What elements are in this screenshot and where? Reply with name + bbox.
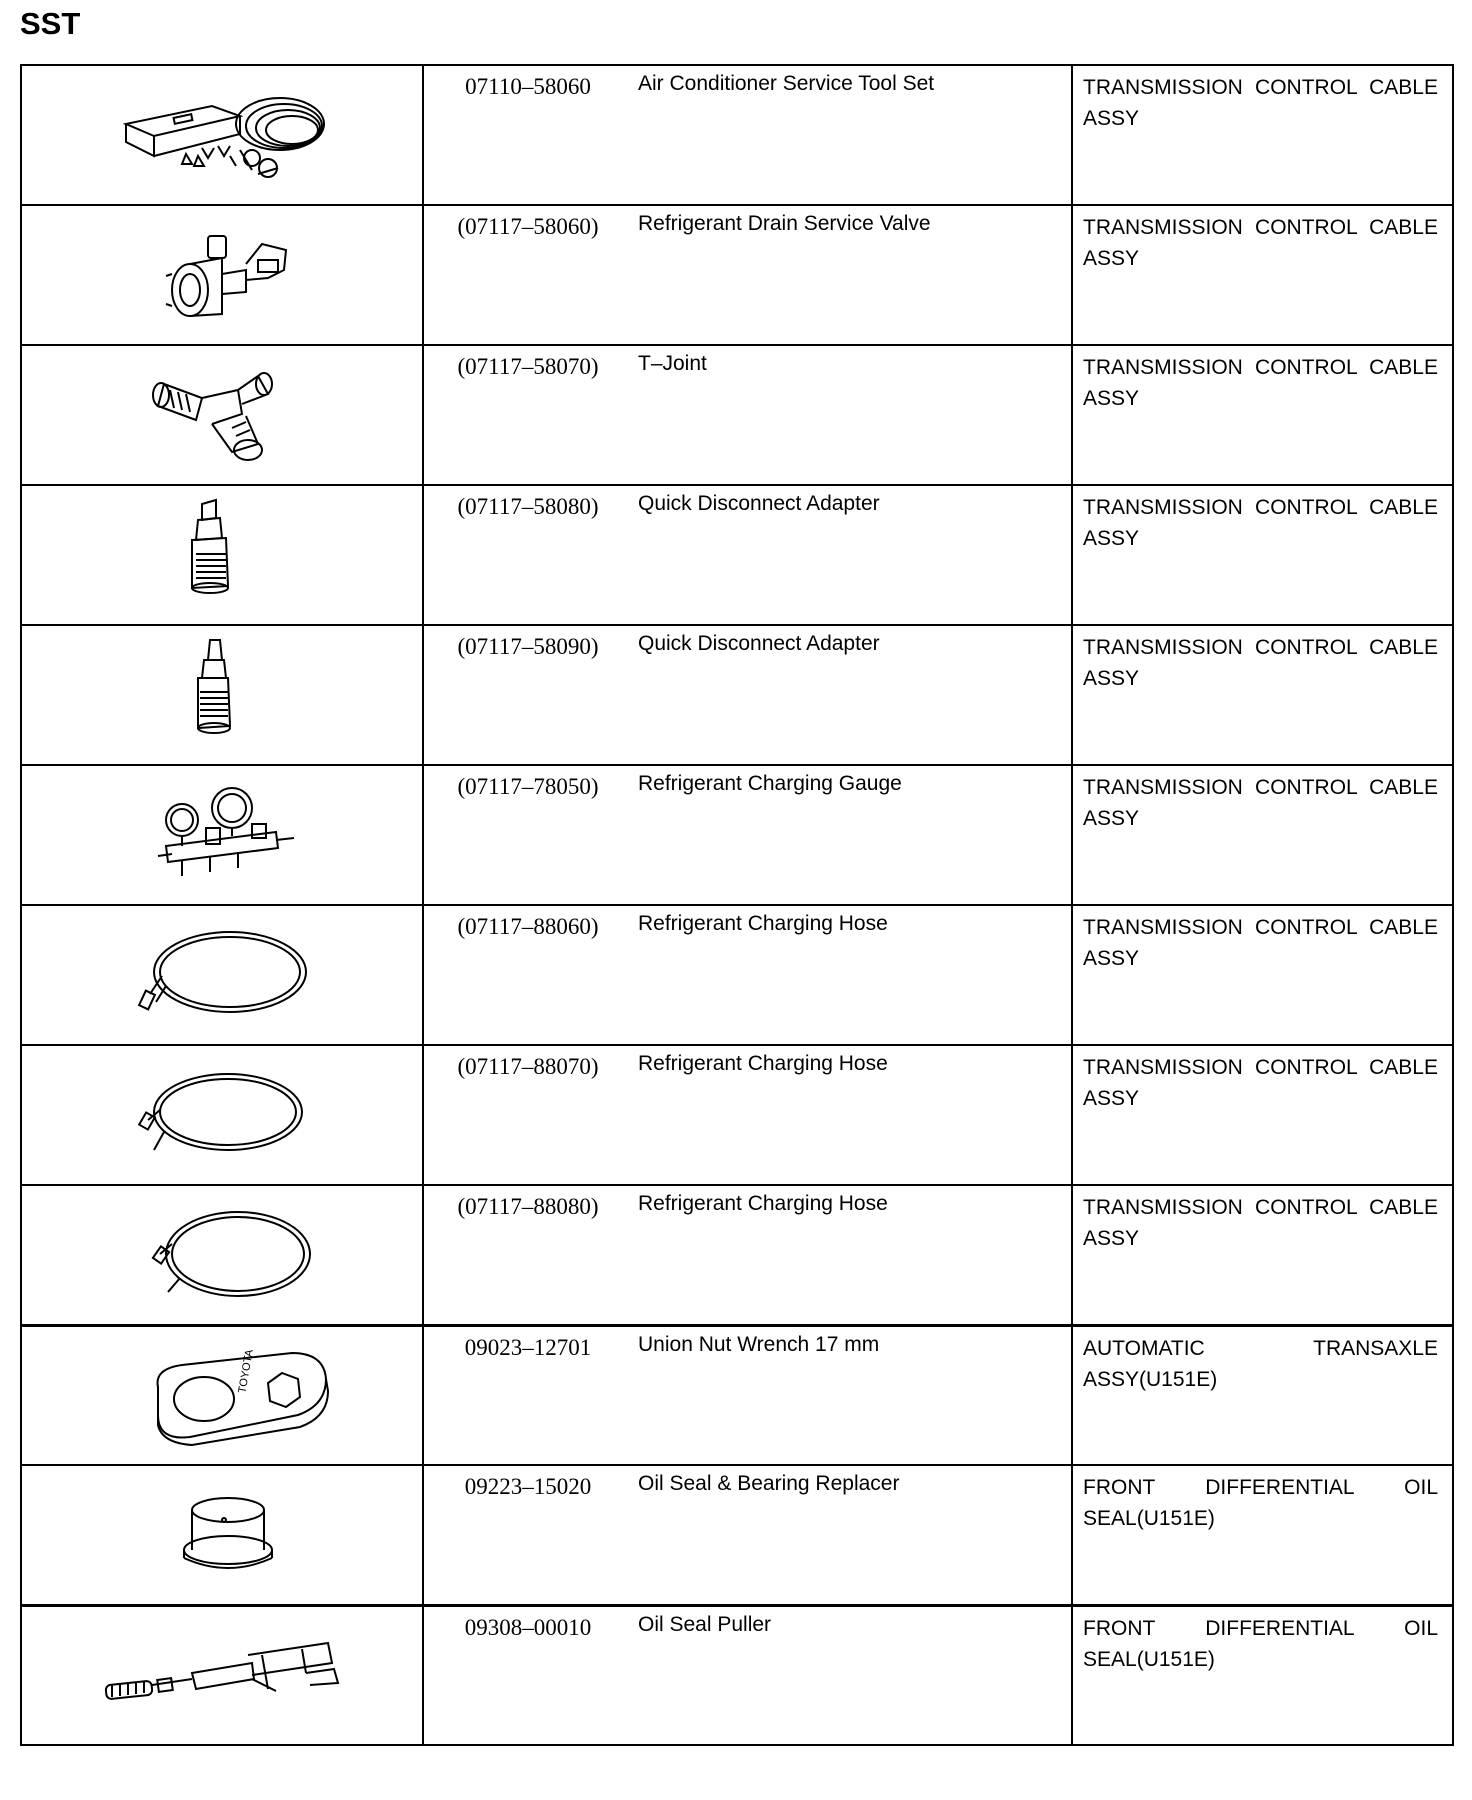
tool-info-cell	[423, 65, 1072, 205]
tool-description: Air Conditioner Service Tool Set	[638, 72, 935, 95]
tool-info-cell	[423, 1465, 1072, 1605]
application-cell	[1072, 1325, 1453, 1465]
table-row	[21, 1045, 1453, 1185]
part-number: (07117–58080)	[457, 494, 599, 519]
tool-info-cell	[423, 765, 1072, 905]
part-number: (07117–88060)	[457, 914, 599, 939]
part-number: (07117–58070)	[457, 354, 599, 379]
illustration-cell	[21, 1185, 423, 1325]
illustration-cell	[21, 65, 423, 205]
oil-seal-replacer-icon	[62, 1474, 382, 1598]
application-cell	[1072, 1045, 1453, 1185]
charging-hose-icon	[62, 914, 382, 1038]
refrigerant-drain-valve-icon	[62, 214, 382, 338]
application-text: TRANSMISSION CONTROL CABLE ASSY	[1083, 636, 1438, 690]
application-text: FRONT DIFFERENTIAL OIL SEAL(U151E)	[1083, 1616, 1438, 1671]
tool-description: Oil Seal & Bearing Replacer	[638, 1472, 900, 1495]
application-text: TRANSMISSION CONTROL CABLE ASSY	[1083, 216, 1438, 270]
illustration-cell	[21, 765, 423, 905]
table-row	[21, 1605, 1453, 1745]
application-text: TRANSMISSION CONTROL CABLE ASSY	[1083, 1196, 1438, 1250]
application-cell	[1072, 625, 1453, 765]
table-row	[21, 345, 1453, 485]
application-text: TRANSMISSION CONTROL CABLE ASSY	[1083, 916, 1438, 970]
part-number: (07117–58090)	[457, 634, 599, 659]
part-number: (07117–58060)	[457, 214, 599, 239]
application-text: TRANSMISSION CONTROL CABLE ASSY	[1083, 496, 1438, 550]
tool-description: Refrigerant Charging Gauge	[638, 772, 902, 795]
application-cell	[1072, 1465, 1453, 1605]
illustration-cell	[21, 205, 423, 345]
application-cell	[1072, 1185, 1453, 1325]
union-nut-wrench-icon	[62, 1335, 382, 1459]
tool-info-cell	[423, 1185, 1072, 1325]
tool-description: Refrigerant Charging Hose	[638, 912, 888, 935]
table-row	[21, 65, 1453, 205]
part-number: 09308–00010	[464, 1614, 592, 1640]
part-number: 07110–58060	[465, 74, 591, 99]
illustration-cell	[21, 1325, 423, 1465]
tool-info-cell	[423, 485, 1072, 625]
tool-description: Refrigerant Charging Hose	[638, 1052, 888, 1075]
application-cell	[1072, 485, 1453, 625]
quick-disconnect-adapter-icon	[62, 634, 382, 758]
application-text: TRANSMISSION CONTROL CABLE ASSY	[1083, 1056, 1438, 1110]
ac-service-tool-set-icon	[62, 74, 382, 198]
tool-info-cell	[423, 905, 1072, 1045]
part-number: (07117–88070)	[457, 1054, 599, 1079]
table-row	[21, 765, 1453, 905]
tool-description: Oil Seal Puller	[638, 1612, 772, 1636]
illustration-cell	[21, 905, 423, 1045]
tool-description: T–Joint	[638, 352, 707, 375]
illustration-cell	[21, 1045, 423, 1185]
application-cell	[1072, 65, 1453, 205]
table-row	[21, 1325, 1453, 1465]
t-joint-icon	[62, 354, 382, 478]
application-text: AUTOMATIC TRANSAXLE ASSY(U151E)	[1083, 1336, 1438, 1391]
part-number: (07117–78050)	[457, 774, 599, 799]
part-number: 09223–15020	[464, 1474, 592, 1499]
charging-hose-icon	[62, 1194, 382, 1318]
tool-description: Refrigerant Drain Service Valve	[638, 212, 931, 235]
illustration-cell	[21, 625, 423, 765]
illustration-cell	[21, 1605, 423, 1745]
tool-info-cell	[423, 1325, 1072, 1465]
table-row	[21, 485, 1453, 625]
oil-seal-puller-icon	[62, 1615, 382, 1739]
part-number: (07117–88080)	[457, 1194, 599, 1219]
table-row	[21, 1185, 1453, 1325]
application-cell	[1072, 345, 1453, 485]
table-row	[21, 625, 1453, 765]
wrench-brand-text: TOYOTA	[236, 1348, 256, 1394]
illustration-cell	[21, 1465, 423, 1605]
page-title: SST	[20, 6, 81, 41]
application-text: TRANSMISSION CONTROL CABLE ASSY	[1083, 776, 1438, 830]
application-cell	[1072, 205, 1453, 345]
tool-info-cell	[423, 1045, 1072, 1185]
illustration-cell	[21, 485, 423, 625]
table-row	[21, 205, 1453, 345]
tool-description: Quick Disconnect Adapter	[638, 632, 880, 655]
tool-info-cell	[423, 625, 1072, 765]
application-text: TRANSMISSION CONTROL CABLE ASSY	[1083, 356, 1438, 410]
charging-gauge-icon	[62, 774, 382, 898]
illustration-cell	[21, 345, 423, 485]
table-row	[21, 905, 1453, 1045]
part-number: 09023–12701	[464, 1334, 592, 1360]
application-cell	[1072, 765, 1453, 905]
application-text: TRANSMISSION CONTROL CABLE ASSY	[1083, 76, 1438, 130]
application-text: FRONT DIFFERENTIAL OIL SEAL(U151E)	[1083, 1476, 1438, 1530]
tool-description: Union Nut Wrench 17 mm	[638, 1332, 880, 1356]
tool-info-cell	[423, 1605, 1072, 1745]
tool-description: Quick Disconnect Adapter	[638, 492, 880, 515]
sst-table	[20, 64, 1454, 1746]
table-row	[21, 1465, 1453, 1605]
quick-disconnect-adapter-icon	[62, 494, 382, 618]
tool-info-cell	[423, 205, 1072, 345]
tool-info-cell	[423, 345, 1072, 485]
application-cell	[1072, 905, 1453, 1045]
tool-description: Refrigerant Charging Hose	[638, 1192, 888, 1215]
application-cell	[1072, 1605, 1453, 1745]
charging-hose-icon	[62, 1054, 382, 1178]
